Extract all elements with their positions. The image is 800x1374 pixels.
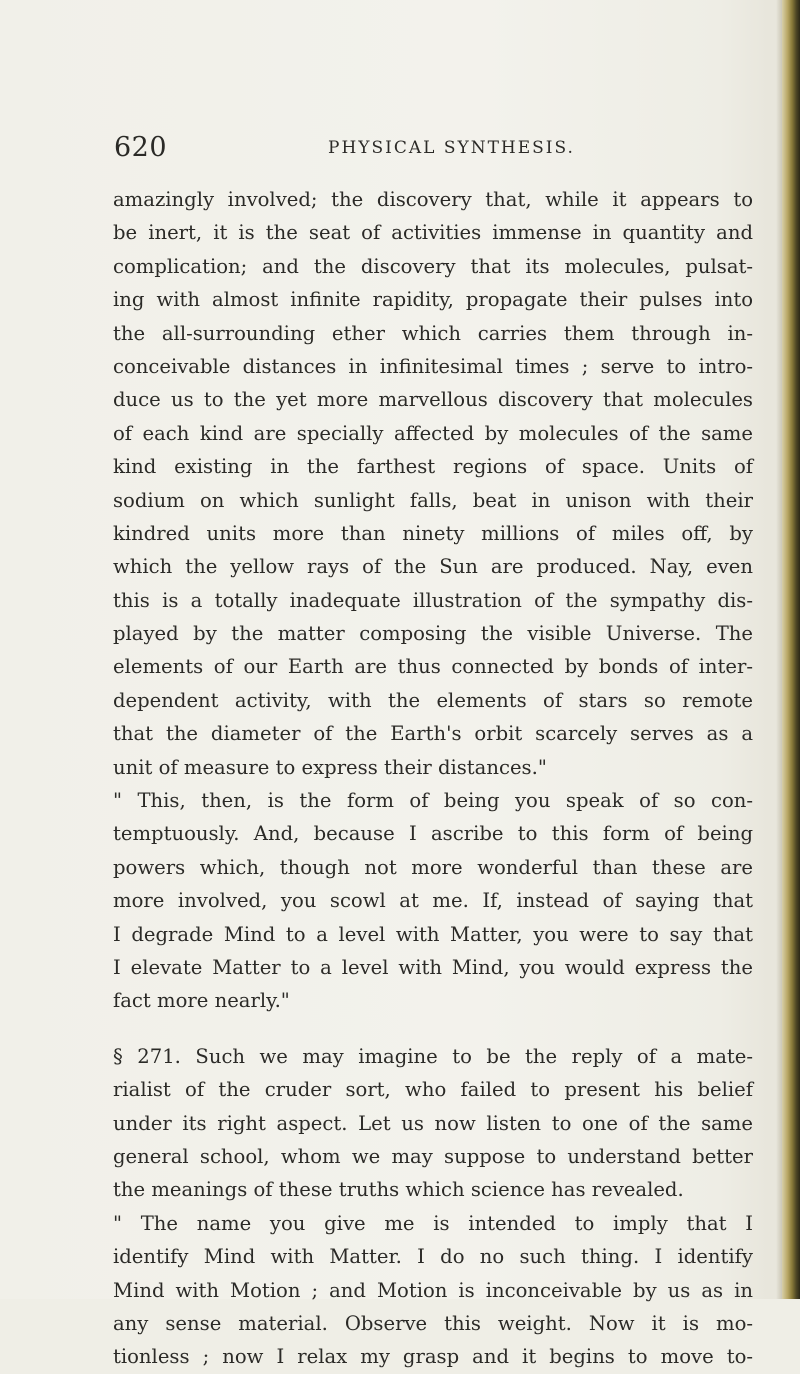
text-line: complication; and the discovery that its molecules, pulsat-: [113, 254, 753, 278]
page-header: [114, 132, 714, 166]
text-line: of each kind are specially affected by molecules of the same: [113, 421, 753, 445]
text-line: that the diameter of the Earth's orbit scarcely serves as a: [113, 722, 753, 746]
page-edge-binding: [782, 0, 800, 1299]
text-line: more involved, you scowl at me. If, instead of saying that: [113, 889, 753, 913]
paragraph-4: [113, 1207, 753, 1374]
page-number: 620: [114, 132, 168, 163]
text-line: I degrade Mind to a level with Matter, you were to say that: [113, 922, 753, 946]
text-line: the all-surrounding ether which carries them through in-: [113, 321, 753, 345]
text-line: rialist of the cruder sort, who failed to present his belief: [113, 1078, 753, 1102]
text-line: general school, whom we may suppose to understand better: [113, 1144, 753, 1168]
text-line: sodium on which sunlight falls, beat in unison with their: [113, 488, 753, 512]
text-line: dependent activity, with the elements of stars so remote: [113, 688, 753, 712]
text-line: powers which, though not more wonderful than these are: [113, 855, 753, 879]
text-line: " This, then, is the form of being you speak of so con-: [113, 789, 753, 813]
text-line: which the yellow rays of the Sun are produced. Nay, even: [113, 555, 753, 579]
text-line: ing with almost infinite rapidity, propagate their pulses into: [113, 288, 753, 312]
text-line: this is a totally inadequate illustration of the sympathy dis-: [113, 588, 753, 612]
text-line: fact more nearly.": [113, 989, 290, 1013]
paragraph-3: [113, 1040, 753, 1207]
text-line: identify Mind with Matter. I do no such thing. I identify: [113, 1245, 753, 1269]
text-line: temptuously. And, because I ascribe to this form of being: [113, 822, 753, 846]
text-line: under its right aspect. Let us now listen to one of the same: [113, 1111, 753, 1135]
text-line: duce us to the yet more marvellous discovery that molecules: [113, 388, 753, 412]
text-line: elements of our Earth are thus connected by bonds of inter-: [113, 655, 753, 679]
paragraph-1: [113, 183, 753, 784]
body-text: [113, 183, 753, 1374]
text-line: unit of measure to express their distances.": [113, 755, 547, 779]
text-line: any sense material. Observe this weight. Now it is mo-: [113, 1311, 753, 1335]
section-gap: [113, 1018, 753, 1040]
text-line: kindred units more than ninety millions of miles off, by: [113, 521, 753, 545]
text-line: kind existing in the farthest regions of space. Units of: [113, 455, 753, 479]
text-line: § 271. Such we may imagine to be the reply of a mate-: [113, 1044, 753, 1068]
running-head: PHYSICAL SYNTHESIS.: [328, 138, 575, 158]
paragraph-2: [113, 784, 753, 1018]
text-line: amazingly involved; the discovery that, while it appears to: [113, 188, 753, 211]
text-line: Mind with Motion ; and Motion is inconceivable by us as in: [113, 1278, 753, 1302]
text-line: " The name you give me is intended to imply that I: [113, 1211, 753, 1235]
text-line: be inert, it is the seat of activities immense in quantity and: [113, 221, 753, 245]
text-line: played by the matter composing the visible Universe. The: [113, 622, 753, 646]
text-line: conceivable distances in infinitesimal times ; serve to intro-: [113, 354, 753, 378]
text-line: the meanings of these truths which science has revealed.: [113, 1178, 684, 1202]
text-line: tionless ; now I relax my grasp and it begins to move to-: [113, 1345, 753, 1369]
text-line: I elevate Matter to a level with Mind, you would express the: [113, 955, 753, 979]
